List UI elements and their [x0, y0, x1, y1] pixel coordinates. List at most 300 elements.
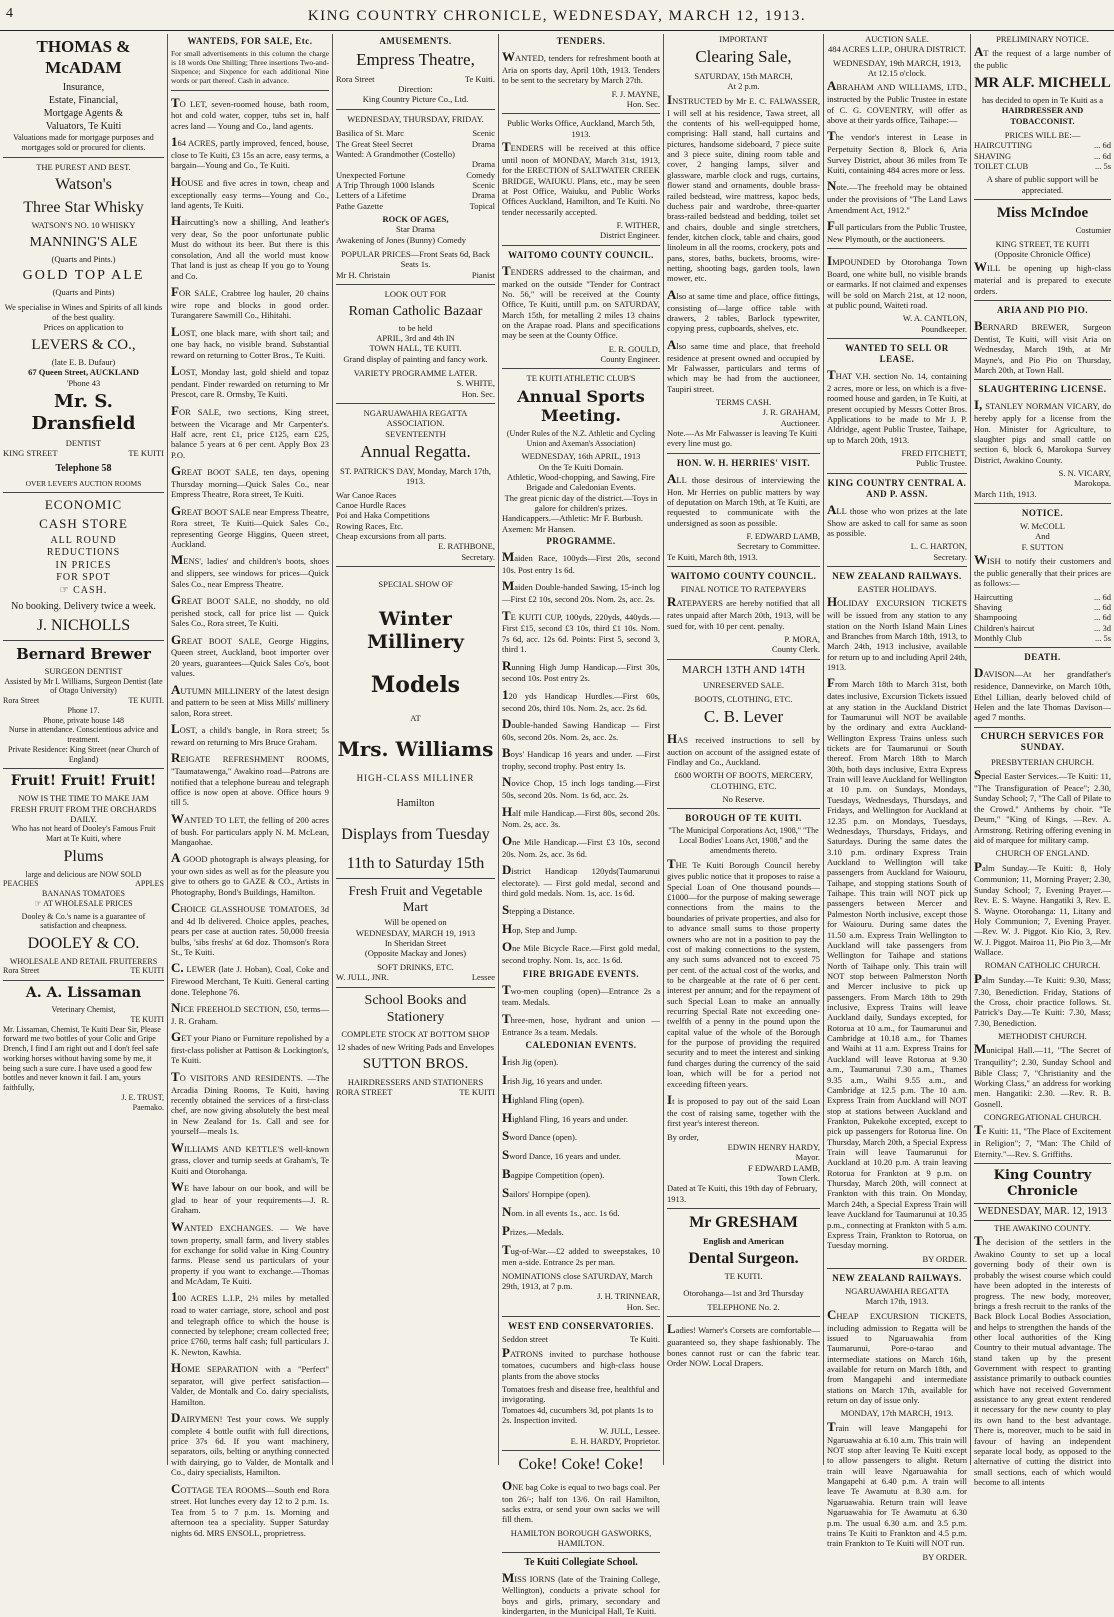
fire-list — [502, 982, 660, 1037]
thomas-line: Estate, Financial, — [48, 95, 119, 107]
film-title: Basilica of St. Marc — [336, 128, 404, 139]
wanted-sell-heading: WANTED TO SELL OR LEASE. — [845, 343, 949, 365]
jull: W. JULL, JNR. — [336, 972, 389, 983]
hardy: EDWIN HENRY HARDY, — [727, 1141, 820, 1152]
programme-item: District Handicap 120yds(Taumarunui electorate). — First gold medal, second and third gold medals. Nom. 1s, acc. 1s 6d. — [502, 862, 660, 899]
fire-heading: FIRE BRIGADE EVENTS. — [522, 968, 640, 979]
rora-street: Rora Street — [3, 696, 40, 706]
classified-ad: REIGATE REFRESHMENT ROOMS, "Taumatawenga," Awakino road—Patrons are notified that a telephone bureau and telegraph office is now open at above. Office hours 9 till 5. — [171, 750, 329, 808]
council-notice: THE Te Kuiti Borough Council hereby gives public notice that it proposes to raise a Special Loan of One thousand pounds—£1000—for the purpose of making sewerage connections from the mains to the boundaries of private properties, and also for to advance small sums to those property owners who are not in a position to pay the cost of making connections to the system, any such sums advanced not to exceed 75 per cent. of the actual cost of the works, and to be chargeable at the rate of 6 per cent. interest per annum; and for the repayment of such Special Loan to make an annually recurring Special Rate not exceeding one-twelfth of a penny in the pound upon the capital value of the whole of the Borough for the purpose of providing the required security and to meet the interest and sinking fund charges during the currency of the said loan, which will be for a period not exceeding fifteen years. — [667, 855, 820, 1089]
will-be: WILL be opening up high-class material and is prepared to execute orders. — [974, 259, 1111, 296]
waitomo-heading: WAITOMO COUNTY COUNCIL. — [670, 571, 817, 582]
sat-15: SATURDAY, 15th MARCH, — [694, 71, 793, 82]
caledonian-item: Prizes.—Medals. — [502, 1222, 564, 1238]
price-value: ... 6d — [1094, 150, 1111, 161]
caledonian-item: Irish Jig, 16 years and under. — [502, 1071, 603, 1087]
auctioneer: Auctioneer. — [780, 417, 820, 428]
classified-ad: TO LET, seven-roomed house, bath room, hot and cold water, copper, tubs set in, half acres land — Young and Co., land agents. — [171, 94, 329, 131]
mrs-williams: Mrs. Williams — [337, 737, 494, 762]
price-item: Monthly Club — [974, 633, 1022, 644]
wed-16: WEDNESDAY, 16th APRIL, 1913 — [521, 451, 641, 462]
trinnear-sec: Hon. Sec. — [626, 1301, 660, 1312]
rc-text: Palm Sunday.—Te Kuiti: 9.30, Mass; 7.30, Benediction. Friday, Stations of the Cross, choir practice follows. St. Patrick's Day.—Te Kuiti: 7.30, Mass; 7.30, Benediction. — [974, 970, 1111, 1028]
star-drama: Star Drama — [396, 224, 435, 235]
lessee: Lessee — [471, 972, 495, 983]
white: S. WHITE, — [456, 378, 495, 389]
all-those: ALL those desirous of interviewing the Hon. Mr Herries on public matters by way of deputation on March 19th, at Te Kuiti, are requested to communicate with the undersigned as soon as possible. — [667, 470, 820, 528]
harton: L. C. HARTON, — [910, 541, 967, 552]
poundkeeper: Poundkeeper. — [920, 323, 967, 334]
rathbone: E. RATHBONE, — [438, 541, 495, 552]
hamilton: Hamilton — [396, 798, 435, 810]
proposed: It is proposed to pay out of the said Loan the cost of raising same, together with the first year's interest thereon. — [667, 1091, 820, 1129]
models: Models — [370, 671, 461, 698]
w-jull: W. JULL, Lessee. — [599, 1425, 660, 1436]
dufaur: (late E. B. Dufaur) — [51, 356, 116, 367]
rora-street-2: RORA STREET — [336, 1087, 393, 1098]
film-title: The Great Steel Secret — [336, 138, 413, 149]
fresh-fruit: FRESH FRUIT FROM THE ORCHARDS DAILY. — [10, 803, 157, 825]
classified-ad: LOST, Monday last, gold shield and topaz pendant. Finder rewarded on returning to Mr Prescot, care R. Ormsby, Te Kuiti. — [171, 363, 329, 400]
classified-ad: HOUSE and five acres in town, cheap and exceptionally easy terms—Young and Co., land agents, Te Kuiti. — [171, 173, 329, 210]
otorohanga: Otorohanga—1st and 3rd Thursday — [683, 1287, 804, 1298]
te-kuiti: Te Kuiti. — [464, 73, 495, 84]
te-kuiti: TE KUITI — [128, 448, 164, 459]
wed-19: WEDNESDAY, 19th MARCH, 1913, — [833, 57, 961, 68]
cheap-excursions: Cheap excursions from all parts. — [336, 531, 447, 542]
masthead-title: KING COUNTRY CHRONICLE, WEDNESDAY, MARCH 12, 1913. — [307, 8, 807, 24]
march-dates: MARCH 13TH AND 14TH — [681, 663, 806, 676]
caledonian-item: Tug-of-War.—£2 added to sweepstakes, 10 men a-side. Entrance 2s per man. — [502, 1241, 660, 1268]
classified-ad: NICE FREEHOLD SECTION, £50, terms—J. R. Graham. — [171, 1000, 329, 1026]
vh-section: THAT V.H. section No. 14, containing 2 acres, more or less, on which is a five-roomed house and garden, in Te Kuiti, at present occupied by Messrs Cotter Bros. Applications to be made to Mr J. P. Aldridge, agent Public Trustee, Taihape, up to March 20th, 1913. — [827, 367, 967, 445]
worth: £600 WORTH OF BOOTS, MERCERY, CLOTHING, ETC. — [674, 770, 813, 791]
plums-title: Plums — [63, 847, 104, 865]
film-genre: Drama — [471, 138, 495, 149]
king-street: KING STREET — [3, 448, 58, 459]
classified-ad: C. LEWER (late J. Hoban), Coal, Coke and Firewood Merchant, Te Kuiti. General carting done. Telephone 76. — [171, 960, 329, 997]
trust-signature: J. E. TRUST, — [121, 1092, 164, 1102]
mora: P. MORA, — [784, 634, 820, 645]
classified-ad: WE have labour on our book, and will be glad to hear of your requirements—J. R. Graham. — [171, 1179, 329, 1216]
lever-title: C. B. Lever — [703, 706, 784, 726]
private-residence: Private Residence: King Street (near Church of England) — [7, 744, 160, 764]
plums-note: large and delicious are NOW SOLD — [25, 869, 142, 879]
purest-best: THE PUREST AND BEST. — [36, 161, 131, 172]
meth-text: Municipal Hall.—11, "The Secret of Tranquility"; 2.30, Sunday School and Bible Class; 7, "Christianity and the Working Class," an address for working men. Hangatiki: 2.30. —Rev. R. B. Gosnell. — [974, 1041, 1111, 1109]
programme-item: Double-handed Sawing Handicap — First 60s, second 20s. Nom. 2s, acc. 2s. — [502, 715, 660, 742]
levers-title: LEVERS & CO., — [31, 336, 136, 353]
kcc-date: WEDNESDAY, MAR. 12, 1913 — [974, 1203, 1111, 1221]
specialise-text: We specialise in Wines and Spirits of all kinds of the best quality. — [4, 301, 163, 322]
no-reserve: No Reserve. — [722, 793, 765, 804]
price-item: SHAVING — [974, 150, 1012, 161]
special-show: SPECIAL SHOW OF — [378, 579, 453, 590]
page-number: 4 — [6, 6, 13, 21]
cash-line: ☞ CASH. — [59, 584, 108, 596]
classified-ad: DAIRYMEN! Test your cows. We supply complete 4 bottle outfit with full directions, price 37s 6d. If you want machinery, separators, oils, belting or anything connected with dairying, go to Valder, de Montalk and Co., dairy specialists, Hamilton. — [171, 1409, 329, 1478]
awakening: Awakening of Jones (Bunny) Comedy — [336, 234, 467, 245]
quarts-2: (Quarts and Pints) — [52, 287, 115, 298]
over-levers: OVER LEVER'S AUCTION ROOMS — [25, 478, 142, 488]
dooley-question: Who has not heard of Dooley's Famous Fruit Mart at Te Kuiti, where — [11, 824, 156, 844]
programme-item: Stepping a Distance. — [502, 901, 575, 917]
seddon-street: Seddon street — [502, 1334, 549, 1345]
rail-details: From March 18th to March 31st, both dates inclusive, Excursion Tickets issued at any station in the Auckland District for Taumarunui will NOT be available by the ordinary and extra Auckland-Wellington Express Trains unless such tickets are for Taumarunui or South thereof. From March 18th to March 30th, both days inclusive, Extra Express Train will leave Auckland for Wellington at 10 p.m. on Sundays, Mondays, Tuesdays, Wednesdays, Thursdays, and Fridays, and Wellington for Auckland at 12.35 p.m. on Mondays, Tuesdays, Wednesdays, Thursdays, Fridays, and Saturdays. During the same dates the 3.10 p.m. ordinary Express Train Auckland to Wellington will take passengers from Auckland for Waiouru, Taihape, and stopping stations South of Taihape. This train will NOT pick up passengers between Mercer and Palmeston North inclusive, except those for Waiouru. During same dates the 11.50 a.m. Express Train Wellington to Auckland will take passengers from Wellington for Taihape and stations North of Taihape only. This train will NOT stop between Palmerston North and Mercer inclusive to pick up passengers. From March 18th to 29th inclusive, Express Trains will leave Auckland daily, Sundays excepted, for Rotorua at 10 a.m., for Taumarunui and Cambridge at 10.18 a.m., for Thames and Waihi at 11 a.m. Express Trains for Auckland will leave Rotorua at 9.30 a.m., Taumarunui 7.30 a.m., Thames 9.35 a.m., Waihi 9.55 a.m., and Cambridge at 12.5 p.m. The 10 a.m. Express Train from Auckland will NOT stop at stations between Auckland and Frankton, Pukekohe excepted, except to pick up passengers for Rotorua line. On Thursday, March 20th, a Special Express Train will leave Taumarunui for Auckland at 10.20 p.m. A train leaving Rotorua for Frankton at 9 p.m. on Thursday, March 20th, will connect at Frankton with this train. On Monday, March 24th, a Special Express Train will leave Auckland for Taumarunui at 10.35 p.m., connecting at Frankton with 5 a.m. Express Train, Frankton to Rotorua, on Tuesday morning. — [827, 675, 967, 1251]
unreserved: UNRESERVED SALE. — [702, 680, 784, 691]
column-3 — [332, 34, 498, 1465]
thomas-mcadam-title: THOMAS & McADAM — [36, 37, 131, 77]
caledonian-item: Sword Dance (open). — [502, 1128, 577, 1144]
programme-item: Boys' Handicap 16 years and under. —First trophy, second trophy. Post entry 1s. — [502, 745, 660, 772]
look-out: LOOK OUT FOR — [384, 289, 447, 300]
district-engineer: District Engineer. — [600, 230, 660, 241]
make-jam: NOW IS THE TIME TO MAKE JAM — [18, 793, 149, 804]
rock-of-ages: ROCK OF AGES, — [382, 214, 449, 225]
classified-ad: GREAT BOOT SALE near Empress Theatre, Rora street, Te Kuiti—Quick Sales Co., representing George Higgins, Queen street, Auckland. — [171, 502, 329, 550]
coke-title: Coke! Coke! Coke! — [518, 1456, 644, 1474]
programme-item: One Mile Bicycle Race.—First gold medal, second trophy. Nom. 1s, acc. 1s 6d. — [502, 939, 660, 966]
lamb: F. EDWARD LAMB, — [746, 531, 820, 542]
wanteds-list — [171, 95, 329, 1538]
surgeon-dentist: SURGEON DENTIST — [44, 666, 123, 677]
gould: E. R. GOULD, — [608, 343, 660, 354]
race-item: Rowing Races, Etc. — [336, 520, 404, 531]
clearing-sale: Clearing Sale, — [695, 47, 792, 67]
mayne-sec: Hon. Sec. — [626, 98, 660, 109]
column-4 — [498, 34, 663, 1617]
fruit-title: Fruit! Fruit! Fruit! — [10, 773, 157, 790]
monday-17: MONDAY, 17th MARCH, 1913. — [840, 1408, 954, 1419]
sutton: F. SUTTON — [1021, 541, 1064, 552]
coe-text: Palm Sunday.—Te Kuiti: 8, Holy Communion; 11, Morning Prayer; 2.30, Sunday School; 7, Evening Prayer.—Rev. E. S. Wayne. Hangatiki 3, Rev. E. S. Wayne. Otorohanga: 11, Litany and Holy Communion; 7, Evening Prayer.—Rev. W. J. Piggot. Kio Kio, 3, Rev. W. J. Piggot. Mairoa 11, Pio Pio 3,—Mr Wallace. — [974, 858, 1111, 957]
coe-heading: CHURCH OF ENGLAND. — [995, 848, 1090, 859]
classified-ad: WANTED TO LET, the felling of 200 acres of bush. For particulars apply N. M. McLean, Mangaohae. — [171, 810, 329, 847]
te-kuiti-4: TE KUITI — [130, 1014, 164, 1024]
film-genre: Scenic — [472, 128, 495, 139]
price-item: HAIRCUTTING — [974, 140, 1033, 151]
classified-ad: LOST, one black mare, with short tail; and one bay hack, no visible brand. Substantial reward on returning to Cotter Bros., Te Kuiti. — [171, 323, 329, 360]
lamb-sec: Secretary to Committee. — [737, 541, 820, 552]
preliminary: PRELIMINARY NOTICE. — [996, 34, 1089, 44]
tomatoes-2: Tomatoes 4d, cucumbers 3d, pot plants 1s to 2s. Inspection invited. — [502, 1404, 654, 1426]
caledonian-item: Sword Dance, 16 years and under. — [502, 1147, 621, 1163]
march-11: March 11th, 1913. — [974, 488, 1037, 499]
church-heading: CHURCH SERVICES FOR SUNDAY. — [980, 731, 1105, 754]
vet-chemist: Veterinary Chemist, — [51, 1005, 116, 1015]
tomatoes: Tomatoes fresh and disease free, healthful and invigorating. — [502, 1384, 660, 1405]
peaches: PEACHES — [3, 879, 39, 889]
classified-ad: TO VISITORS AND RESIDENTS. —The Arcadia Dining Rooms, Te Kuiti, having recently obtained the services of a first-class chef, are now giving absolutely the best meal in New Zealand for 1s. Call and see for yourself—meals 1s. — [171, 1068, 329, 1137]
sutton-bros: SUTTON BROS. — [362, 1056, 469, 1073]
handicappers: Handicappers.—Athletic: Mr F. Burbush. Axemen: Mr Hansen. — [502, 513, 643, 534]
classified-ad: GREAT BOOT SALE, ten days, opening Thursday morning—Quick Sales Co., near Empress Theatre, Rora street, Te Kuiti. — [171, 462, 329, 500]
column-5 — [663, 34, 823, 1465]
classified-ad: WANTED EXCHANGES. — We have town property, small farm, and livery stables for exchange for solid value in King Country farms. Please send us particulars of your property if you want to exchange.—Thomas and McAdam, Te Kuiti. — [171, 1218, 329, 1286]
and: And — [1035, 531, 1050, 542]
price-value: ... 5s — [1094, 161, 1111, 172]
share: A share of public support will be appreciated. — [986, 174, 1099, 195]
price-value: ... 6d — [1094, 612, 1111, 623]
annual-regatta: Annual Regatta. — [360, 442, 471, 462]
nurse: Nurse in attendance. Conscientious advice and treatment. — [8, 725, 159, 745]
county-engineer: County Engineer. — [600, 354, 660, 365]
cantlon: W. A. CANTLON, — [902, 313, 967, 324]
gresham-title: Mr GRESHAM — [689, 1214, 798, 1232]
paemako: Paemako. — [132, 1102, 164, 1112]
full-particulars: Full particulars from the Public Trustee, New Plymouth, or the auctioneers. — [827, 217, 967, 244]
ratepayers: RATEPAYERS are hereby notified that all rates unpaid after March 20th, 1913, will be sued for, with 10 per cent. penalty. — [667, 594, 820, 631]
race-item: Canoe Hurdle Races — [336, 500, 406, 511]
price-value: ... 5s — [1094, 633, 1111, 644]
dooley-title: DOOLEY & CO. — [27, 935, 140, 952]
phone-17: Phone 17. — [67, 705, 100, 715]
soft-drinks: SOFT DRINKS, ETC. — [377, 961, 454, 972]
price-item: TOILET CLUB — [974, 161, 1029, 172]
tender-1: WANTED, tenders for refreshment booth at Aria on sports day, April 10th, 1913. Tenders to be sent to the secretary by March 27th. — [502, 48, 660, 86]
meth-heading: METHODIST CHURCH. — [998, 1031, 1087, 1041]
caledonian-heading: CALEDONIAN EVENTS. — [525, 1039, 637, 1050]
fire-item: Two-men coupling (open)—Entrance 2s a team. Medals. — [502, 981, 660, 1008]
programme-item: One Mile Handicap.—First £3 10s, second 20s. Nom. 2s, acc. 3s 6d. — [502, 832, 660, 859]
classified-ad: GREAT BOOT SALE, no shoddy, no old perished stock, call for price list — Quick Sales Co., Rora street, Te Kuiti. — [171, 592, 329, 629]
vendor: The vendor's interest in Lease in Perpetuity Section 8, Block 6, Aria Survey District, about 36 miles from Te Kuiti, containing 484 acres more or less. — [827, 128, 967, 175]
wholesale-prices: ☞ AT WHOLESALE PRICES — [34, 898, 133, 908]
classified-ad: FOR SALE, Crabtree log hauler, 20 chains wire rope and blocks in good order. Turangarere Sawmill Co., Hihitahi. — [171, 283, 329, 321]
town-clerk: Town Clerk. — [777, 1172, 820, 1183]
fresh-fruit-mart: Fresh Fruit and Vegetable Mart — [348, 882, 483, 914]
death-heading: DEATH. — [1024, 652, 1061, 663]
gasworks: HAMILTON BOROUGH GASWORKS, HAMILTON. — [510, 1527, 652, 1549]
borough-heading: BOROUGH OF TE KUITI. — [685, 813, 802, 824]
secretary: Secretary. — [461, 551, 495, 562]
dransfield-title: Mr. S. Dransfield — [31, 391, 136, 434]
pwo: Public Works Office, Auckland, March 5th, 1913. — [507, 118, 655, 139]
april-dates: APRIL, 3rd and 4th IN — [376, 332, 455, 343]
price-value: ... 6d — [1094, 602, 1111, 613]
price-item: Shaving — [974, 602, 1002, 613]
caledonian-item: Irish Jig (open). — [502, 1052, 559, 1068]
programme-heading: PROGRAMME. — [546, 536, 616, 547]
programme-item: Novice Chop, 15 inch logs tanding.—First 50s, second 20s. Nom. 1s 6d, acc. 2s. — [502, 774, 660, 801]
opposite: (Opposite Chronicle Office) — [994, 249, 1091, 260]
amusements-heading: AMUSEMENTS. — [379, 36, 452, 46]
slaughter-heading: SLAUGHTERING LICENSE. — [978, 384, 1107, 395]
impounded: IMPOUNDED by Otorohanga Town Board, one white bull, no visible brands or earmarks. If not claimed and expenses will be sold on March 21st, at 12 noon, at public pound, Waiteti road. — [827, 253, 967, 311]
masthead — [0, 0, 1114, 31]
classified-ad: 164 ACRES, partly improved, fenced, house, close to Te Kuiti, £3 15s an acre, easy terms, a bargain—Young and Co., Te Kuiti. — [171, 134, 329, 171]
film-title: Wanted: A Grandmother (Costello) — [336, 148, 455, 159]
film-genre: Comedy — [466, 169, 495, 180]
mannings-ale: MANNING'S ALE — [29, 234, 138, 250]
mccoll: W. McCOLL — [1019, 521, 1065, 531]
county-clerk: County Clerk. — [771, 644, 820, 655]
lissaman-letter: Mr. Lissaman, Chemist, Te Kuiti Dear Sir, Please forward me two bottles of your Colic and Gripe Drench, I find I am right out and I don't feel safe working horses without having some by me, it being such a sure cure. I have used a good few bottles and never known it fail. I am, yours faithfully, — [3, 1024, 161, 1093]
nzr-heading-2: NEW ZEALAND RAILWAYS. — [832, 1273, 962, 1283]
brewer-note: Assisted by Mr I. Williams, Surgeon Dentist (late of Otago University) — [4, 676, 163, 696]
te-kuiti-2: TE KUITI — [459, 1087, 495, 1098]
bananas: BANANAS TOMATOES — [42, 889, 125, 898]
auction-sale: AUCTION SALE. — [865, 34, 929, 44]
lever-text: HAS received instructions to sell by auction on account of the assigned estate of Findlay and Co., Auckland. — [667, 730, 820, 767]
wish: WISH to notify their customers and the public generally that their prices are as follows:— — [974, 552, 1111, 589]
herries-heading: HON. W. H. HERRIES' VISIT. — [676, 457, 811, 468]
telephone-58: Telephone 58 — [55, 462, 112, 474]
acts: "The Municipal Corporations Act, 1908," "The Local Bodies' Loans Act, 1908," and the amendments thereto. — [668, 826, 819, 855]
popular-prices: POPULAR PRICES—Front Seats 6d, Back Seats 1s. — [341, 249, 490, 270]
bernard: BERNARD BREWER, Surgeon Dentist, Te Kuiti, will visit Aria on Wednesday, March 19th, at Mr Mayne's, and Pio Pio on Thursday, March 20th, at Town Hall. — [974, 318, 1111, 375]
at: AT — [410, 712, 421, 723]
economic-title: ECONOMIC — [44, 497, 123, 512]
hc-milliner: HIGH-CLASS MILLINER — [356, 773, 475, 784]
cash-line: IN PRICES — [55, 559, 112, 571]
under-rules: (Under Rules of the N.Z. Athletic and Cycling Union and Axeman's Association) — [506, 428, 656, 448]
opposite: (Opposite Mackay and Jones) — [364, 948, 467, 959]
classified-ad: AUTUMN MILLINERY of the latest design and pattern to be seen at Miss Mills' millinery salon, Rora street. — [171, 681, 329, 718]
cheap-tickets: CHEAP EXCURSION TICKETS, including admission to Regatta will be issued to Ngaruawahia from Taumarunui, Pore-o-tarao and intermediate stations on March 16th, available for return on March 18th, and from Mangapehi and intermediate stations on March 17th, available for return on day of issue only. — [827, 1306, 967, 1406]
programme-list — [502, 549, 660, 965]
queen-street: 67 Queen Street, AUCKLAND — [28, 367, 139, 378]
quarts-1: (Quarts and Pints.) — [51, 253, 116, 264]
programme-item: Running High Jump Handicap.—First 30s, second 10s. Post entry 2s. — [502, 657, 660, 684]
price-item: Haircutting — [974, 591, 1013, 602]
film-title: Pathe Gazette — [336, 200, 383, 211]
athletic-club: TE KUITI ATHLETIC CLUB'S — [526, 373, 636, 384]
cash-store-title: CASH STORE — [39, 515, 128, 531]
marokopa: Marokopa. — [1073, 478, 1111, 489]
race-item: Poi and Haka Competitions — [336, 510, 430, 521]
columns — [0, 34, 1114, 1617]
variety: VARIETY PROGRAMME LATER. — [353, 368, 478, 379]
also-1: Also at same time and place, office fittings, consisting of—large office table with drawers, 2 tables, Barlock typewriter, copying press, cupboards, shelves, etc. — [667, 286, 820, 334]
eng-american: English and American — [703, 1235, 784, 1246]
tenders-heading: TENDERS. — [556, 36, 606, 46]
mayor: Mayor. — [795, 1152, 820, 1163]
programme-item: Hop, Step and Jump. — [502, 920, 578, 936]
kcc-assn: KING COUNTRY CENTRAL A. AND P. ASSN. — [827, 477, 967, 499]
lissaman-title: A. A. Lissaman — [25, 985, 142, 1002]
patrons: PATRONS invited to purchase hothouse tomatoes, cucumbers and high-class house plants from the above stocks — [502, 1344, 660, 1381]
te-kuiti: TE KUITI. — [724, 1271, 763, 1282]
phone-148: Phone, private house 148 — [43, 715, 124, 725]
tender-2: TENDERS will be received at this office until noon of MONDAY, March 31st, 1913, for the ERECTION of SALTWATER CREEK BRIDGE, WAIUKU. Plans, etc., may be seen at Post Office, Waiuku, and Public Works Offices Auckland, Hamilton, and Te Kuiti. No tender necessarily accepted. — [502, 138, 660, 217]
vicary: S. N. VICARY, — [1058, 467, 1111, 478]
whisky-title: Three Star Whisky — [23, 198, 144, 216]
notice-heading: NOTICE. — [1021, 508, 1064, 519]
at-1215: At 12.15 o'clock. — [867, 68, 927, 79]
shades: 12 shades of new Writing Pads and Envelopes — [337, 1042, 494, 1053]
te-kuiti: Te Kuiti. — [629, 1334, 660, 1345]
eleventh: 11th to Saturday 15th — [346, 855, 485, 873]
town-hall: TOWN HALL, TE KUITI. — [369, 343, 462, 354]
cash-line: REDUCTIONS — [46, 547, 121, 559]
coke-text: ONE bag Coke is equal to two bags coal. Per ton 26/-; half ton 13/6. On rail Hamilton, sacks extra, or send your own sacks we will fill them. — [502, 1477, 660, 1525]
rora-street: Rora Street — [336, 73, 375, 84]
athletic-events: Athletic, Wood-chopping, and Sawing, Fire Brigade and Caledonian Events. — [506, 472, 656, 493]
aria-heading: ARIA AND PIO PIO. — [996, 305, 1088, 316]
classified-ad: CHOICE GLASSHOUSE TOMATOES, 3d and 4d lb delivered. Choice apples, peaches, pears per case at auction rates. 50,000 freesia bulbs, 'sibs freshs' at 6d doz. Thomson's Rora St., Te Kuiti. — [171, 900, 329, 958]
wither: F. WITHER, — [616, 220, 660, 230]
complete-stock: COMPLETE STOCK AT BOTTOM SHOP — [341, 1028, 490, 1039]
guarantee: Dooley & Co.'s name is a guarantee of satisfaction and cheapness. — [21, 911, 146, 931]
costumier: Costumier — [1075, 225, 1111, 236]
seventeenth: SEVENTEENTH — [385, 428, 446, 439]
wednesday-date: WEDNESDAY, MARCH 19, 1913 — [355, 927, 476, 938]
empress-title: Empress Theatre, — [356, 49, 475, 69]
graham: J. R. GRAHAM, — [762, 407, 820, 418]
programme-item: 120 yds Handicap Hurdles.—First 60s, second 20s, third 10s. Nom. 2s, acc. 2s 6d. — [502, 686, 660, 713]
awakino-heading: THE AWAKINO COUNTY. — [994, 1222, 1091, 1233]
programme-item: Maiden Race, 100yds—First 20s, second 10s. Post entry 1s 6d. — [502, 549, 660, 576]
programme-item: Half mile Handicap.—First 80s, second 20s. Nom. 2s, acc. 3s. — [502, 803, 660, 830]
march-17: March 17th, 1913. — [865, 1296, 929, 1307]
holiday: HOLIDAY EXCURSION TICKETS will be issued from any station to any station on the North Island Main Lines and Branches from March 18th, 1913, to March 24th, 1913 inclusive, available for return up to and including April 24th, 1913. — [827, 594, 967, 673]
lamb-2: F EDWARD LAMB, — [747, 1162, 820, 1173]
caledonian-item: Bagpipe Competition (open). — [502, 1166, 605, 1182]
classified-ad: LOST, a child's bangle, in Rora street; 5s reward on returning to Mrs Bruce Graham. — [171, 721, 329, 747]
nzr-heading: NEW ZEALAND RAILWAYS. — [832, 571, 962, 582]
classified-ad: 100 ACRES L.I.P., 2½ miles by metalled road to water carriage, store, school and post and telegraph office to which the house is connected by telephone; cream collected free; price £760, terms half cash; full particulars J. K. Newton, Kawhia. — [171, 1289, 329, 1357]
prizes: ALL those who won prizes at the late Show are asked to call for same as soon as possible. — [827, 501, 967, 538]
abraham: ABRAHAM AND WILLIAMS, LTD., instructed by the Public Trustee in estate of C. G. COVENTRY, will offer as above at their yards office, Taihape:— — [827, 78, 967, 126]
important: IMPORTANT — [719, 34, 768, 44]
bazaar-title: Roman Catholic Bazaar — [348, 303, 483, 319]
sheridan: In Sheridan Street — [384, 938, 447, 949]
film-title: Unexpected Fortune — [336, 169, 406, 180]
to-be-held: to be held — [398, 322, 433, 333]
fire-item: Three-men, hose, hydrant and union —Entrance 3s a team. Medals. — [502, 1010, 660, 1037]
price-value: ... 6d — [1094, 140, 1111, 151]
thomas-line: Insurance, — [62, 82, 105, 94]
terms-cash: TERMS CASH. — [715, 397, 772, 408]
hairdresser: HAIRDRESSER AND TOBACCONIST. — [1001, 105, 1084, 126]
hon-sec: Hon. Sec. — [461, 388, 495, 399]
classified-ad: GET your Piano or Furniture repolished by a first-class polisher at Pattison & Lockington's, Te Kuiti. — [171, 1029, 329, 1066]
film-genre: Scenic — [472, 179, 495, 190]
iorns: MISS IORNS (late of the Training College, Wellington), conducts a private school for boys and girls, primary, secondary and kindergarten, in the Municipal Hall, Te Kuiti. — [502, 1569, 660, 1617]
displays: Displays from Tuesday — [341, 825, 490, 843]
rc-heading: ROMAN CATHOLIC CHURCH. — [984, 960, 1101, 971]
rora-street-2: Rora Street — [3, 966, 40, 976]
wholesale-fruiterers: WHOLESALE AND RETAIL FRUITERERS — [9, 956, 158, 966]
grand-display: Grand display of painting and fancy work. — [343, 353, 488, 364]
no-booking: No booking. Delivery twice a week. — [11, 601, 156, 613]
king-pictures: King Country Picture Co., Ltd. — [362, 94, 469, 105]
kcc-title: King Country Chronicle — [993, 1167, 1092, 1199]
winter-millinery: Winter Millinery — [367, 607, 464, 653]
wanteds-note: For small advertisements in this column the charge is 18 words One Shilling; Three insertions Two-and-Sixpence; and Sixpence for each additional Nine words or part thereof. Cash in advance. — [171, 48, 329, 86]
programme-item: TE KUITI CUP, 100yds, 220yds, 440yds.—First £15, second £3 10s, third £1 10s. Nom. 7s 6d, acc. 12s 6d. Points: First 5, second 3, third 1. — [502, 607, 660, 655]
classified-ad: WILLIAMS AND KETTLE'S well-known grass, clover and turnip seeds at Graham's, Te Kuiti and Otorohanga. — [171, 1139, 329, 1176]
fitchett: FRED FITCHETT, — [901, 448, 967, 459]
hairdressers: HAIRDRESSERS AND STATIONERS — [347, 1076, 484, 1087]
film-title: A Trip Through 1000 Islands — [336, 179, 435, 190]
thomas-line: Mortgage Agents & — [43, 108, 124, 120]
domain: On the Te Kuiti Domain. — [538, 461, 624, 472]
editorial: The decision of the settlers in the Awakino County to set up a local governing body of their own is probably the wisest course which could have been adopted in the interests of progress. The new body, moreover, brings a fresh recruit to the ranks of the Back Block Local Bodies Association, and helps to strengthen the hands of the other local authorities of the King Country to their mutual advantage. The stand taken up by the present Government with respect to granting assistance primarily to outback counties which have not received Government assistance to any great extent rendered it necessary for the new county to play its own hand to the best advantage. There is, moreover, much to be said in favour of having an independent separate local body, as opposed to the alternative of cutting the district into small sections, each of which would become to all intents — [974, 1233, 1111, 1487]
watsons-title: Watson's — [55, 176, 112, 194]
lamb-date: Te Kuiti, March 8th, 1913. — [667, 551, 758, 562]
caledonian-list — [502, 1053, 660, 1268]
column-1 — [0, 34, 167, 1465]
dental-surgeon: Dental Surgeon. — [688, 1249, 799, 1267]
decided: has decided to open in Te Kuiti as a — [981, 94, 1104, 105]
request: AT the request of a large number of the public — [974, 44, 1111, 71]
telephone-2: TELEPHONE No. 2. — [707, 1302, 780, 1313]
prices-will-be: PRICES WILL BE:— — [1004, 129, 1081, 140]
film-genre: Drama — [471, 159, 495, 170]
waitomo-heading: WAITOMO COUNTY COUNCIL. — [508, 249, 654, 260]
